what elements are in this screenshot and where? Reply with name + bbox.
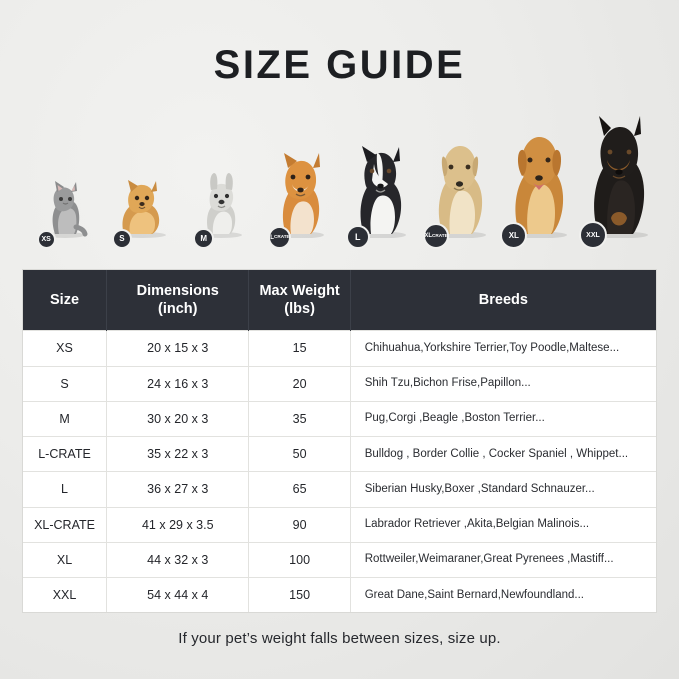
- cell-size: S: [23, 366, 107, 401]
- table-header-row: [23, 270, 656, 331]
- cell-weight: 35: [249, 401, 350, 436]
- breed-cell-s: [101, 166, 180, 243]
- cell-size: XXL: [23, 578, 107, 613]
- badge-label: XL: [424, 233, 433, 239]
- page-title: SIZE GUIDE: [213, 43, 466, 87]
- sizing-note: If your pet’s weight falls between sizes, size up.: [178, 630, 501, 648]
- size-badge-xxl: [579, 221, 607, 249]
- cell-dimensions: 20 x 15 x 3: [107, 331, 249, 366]
- table-row: [23, 401, 656, 436]
- badge-label: XXL: [586, 231, 600, 239]
- breed-cell-xl: [498, 122, 577, 243]
- cell-weight: 100: [249, 542, 350, 577]
- cell-dimensions: 44 x 32 x 3: [107, 542, 249, 577]
- breed-cell-m: [181, 160, 260, 243]
- size-table: [23, 270, 656, 612]
- cell-dimensions: 36 x 27 x 3: [107, 472, 249, 507]
- table-header: [23, 270, 656, 331]
- cell-breeds: Great Dane,Saint Bernard,Newfoundland...: [350, 578, 656, 613]
- cell-weight: 20: [249, 366, 350, 401]
- cell-dimensions: 35 x 22 x 3: [107, 437, 249, 472]
- size-badge-m: [193, 228, 214, 249]
- size-table-container: [22, 269, 657, 613]
- golden-retriever-icon: [498, 122, 576, 243]
- cell-size: XS: [23, 331, 107, 366]
- breed-cell-l-crate: [260, 142, 339, 243]
- size-badge-l-crate: [268, 226, 291, 249]
- pomeranian-icon: [110, 166, 172, 243]
- column-header-breeds: Breeds: [350, 270, 656, 331]
- cell-dimensions: 24 x 16 x 3: [107, 366, 249, 401]
- cell-breeds: Rottweiler,Weimaraner,Great Pyrenees ,Mastiff...: [350, 542, 656, 577]
- column-header-weight-line1: Max Weight: [259, 283, 340, 299]
- table-body: [23, 331, 656, 613]
- table-row: [23, 472, 656, 507]
- badge-label: L: [270, 234, 274, 241]
- breed-cell-xs: [22, 172, 101, 243]
- breed-cell-xxl: [577, 114, 657, 243]
- cell-breeds: Siberian Husky,Boxer ,Standard Schnauzer...: [350, 472, 656, 507]
- border-collie-icon: [344, 134, 414, 243]
- cell-dimensions: 30 x 20 x 3: [107, 401, 249, 436]
- size-badge-s: [112, 229, 132, 249]
- badge-label: XS: [41, 236, 51, 243]
- french-bulldog-icon: [191, 160, 249, 243]
- cell-weight: 65: [249, 472, 350, 507]
- cell-breeds: Bulldog , Border Collie , Cocker Spaniel , Whippet...: [350, 437, 656, 472]
- cell-breeds: Chihuahua,Yorkshire Terrier,Toy Poodle,Maltese...: [350, 331, 656, 366]
- cell-breeds: Pug,Corgi ,Beagle ,Boston Terrier...: [350, 401, 656, 436]
- cell-weight: 90: [249, 507, 350, 542]
- cell-breeds: Shih Tzu,Bichon Frise,Papillon...: [350, 366, 656, 401]
- cell-dimensions: 41 x 29 x 3.5: [107, 507, 249, 542]
- badge-sub-label: CRATE: [273, 234, 290, 240]
- cell-weight: 50: [249, 437, 350, 472]
- cell-weight: 15: [249, 331, 350, 366]
- labrador-retriever-icon: [421, 128, 495, 243]
- badge-sub-label: CRATE: [432, 232, 448, 238]
- cell-weight: 150: [249, 578, 350, 613]
- size-badge-xl: [500, 222, 527, 249]
- column-header-max-weight: [249, 270, 350, 331]
- cell-dimensions: 54 x 44 x 4: [107, 578, 249, 613]
- doberman-icon: [577, 114, 657, 243]
- column-header-weight-line2: (lbs): [284, 301, 315, 318]
- badge-label: XL: [508, 230, 519, 240]
- breed-cell-xl-crate: [418, 128, 497, 243]
- table-row: [23, 437, 656, 472]
- size-badge-xl-crate: [423, 223, 449, 249]
- column-header-size: Size: [23, 270, 107, 331]
- cell-size: XL-CRATE: [23, 507, 107, 542]
- breed-illustration-row: [22, 103, 657, 243]
- cell-breeds: Labrador Retriever ,Akita,Belgian Malinois...: [350, 507, 656, 542]
- table-row: [23, 578, 656, 613]
- column-header-dimensions-line2: (inch): [158, 301, 198, 318]
- cell-size: L: [23, 472, 107, 507]
- column-header-dimensions: [107, 270, 249, 331]
- cell-size: M: [23, 401, 107, 436]
- column-header-dimensions-line1: Dimensions: [136, 283, 219, 299]
- badge-label: L: [355, 231, 361, 242]
- table-row: [23, 542, 656, 577]
- badge-label: S: [119, 234, 125, 243]
- table-row: [23, 366, 656, 401]
- cell-size: XL: [23, 542, 107, 577]
- badge-label: M: [200, 233, 208, 243]
- size-badge-xs: [37, 230, 56, 249]
- shiba-inu-icon: [266, 142, 332, 243]
- table-row: [23, 507, 656, 542]
- breed-cell-l: [339, 134, 418, 243]
- cell-size: L-CRATE: [23, 437, 107, 472]
- gray-cat-icon: [35, 172, 89, 243]
- size-badge-l: [346, 225, 370, 249]
- table-row: [23, 331, 656, 366]
